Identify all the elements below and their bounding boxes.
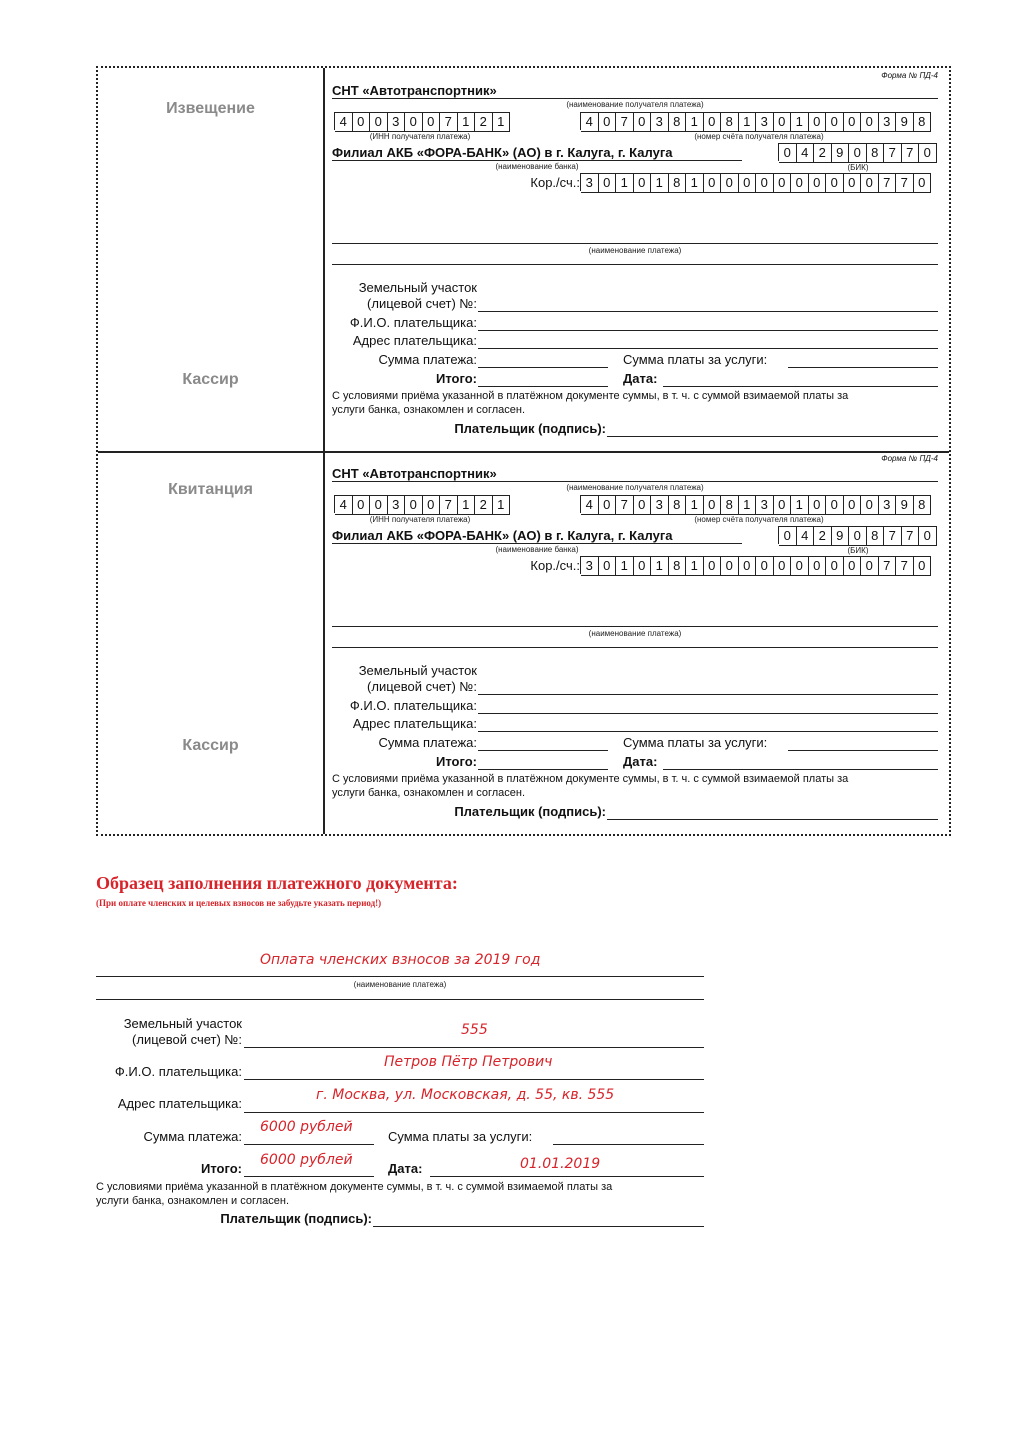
notice-date-line[interactable] <box>663 386 938 387</box>
digit-cell[interactable]: 0 <box>353 112 371 132</box>
sample-title: Образец заполнения платежного документа: <box>96 873 458 893</box>
digit-cell[interactable]: 0 <box>423 112 441 132</box>
digit-cell[interactable]: 1 <box>493 495 511 515</box>
digit-cell[interactable]: 7 <box>879 173 897 193</box>
digit-cell[interactable]: 0 <box>779 143 797 163</box>
digit-cell[interactable]: 7 <box>884 143 902 163</box>
receipt-corr-boxes[interactable] <box>580 556 931 574</box>
notice-signature-line[interactable] <box>607 436 938 437</box>
notice-address-line[interactable] <box>478 348 938 349</box>
digit-cell[interactable]: 1 <box>686 495 704 515</box>
digit-cell[interactable]: 0 <box>704 112 722 132</box>
digit-cell[interactable]: 2 <box>475 112 493 132</box>
digit-cell[interactable]: 1 <box>739 495 757 515</box>
notice-recipient-name: СНТ «Автотранспортник» <box>332 83 497 98</box>
sample-fio-label: Ф.И.О. плательщика: <box>114 1064 242 1079</box>
notice-total-line[interactable] <box>478 386 608 387</box>
sample-address-label: Адрес плательщика: <box>117 1096 242 1111</box>
digit-cell[interactable]: 9 <box>832 143 850 163</box>
receipt-address-label: Адрес плательщика: <box>352 716 477 731</box>
digit-cell[interactable]: 8 <box>721 495 739 515</box>
receipt-service-fee-line[interactable] <box>788 750 938 751</box>
notice-payment-line-1[interactable] <box>332 243 938 244</box>
notice-bik-caption: (БИК) <box>847 163 869 172</box>
receipt-bik-caption: (БИК) <box>847 546 869 555</box>
digit-cell[interactable]: 2 <box>475 495 493 515</box>
cashier-label-top: Кассир <box>182 371 239 388</box>
digit-cell[interactable]: 0 <box>599 112 617 132</box>
receipt-inn-caption: (ИНН получателя платежа) <box>369 515 471 524</box>
sample-sum: 6000 рублей <box>260 1119 353 1135</box>
notice-bik-boxes[interactable] <box>778 143 937 161</box>
digit-cell[interactable]: 4 <box>335 112 353 132</box>
digit-cell[interactable]: 3 <box>756 495 774 515</box>
digit-cell[interactable]: 7 <box>896 556 914 576</box>
sample-fio: Петров Пётр Петрович <box>384 1054 553 1070</box>
notice-signature-label: Плательщик (подпись): <box>454 421 606 436</box>
notice-bank-line <box>332 160 742 161</box>
digit-cell[interactable]: 9 <box>896 112 914 132</box>
sample-payment-name: Оплата членских взносов за 2019 год <box>260 952 541 968</box>
digit-cell[interactable]: 3 <box>388 495 406 515</box>
digit-cell[interactable]: 1 <box>651 173 669 193</box>
receipt-payment-line-2[interactable] <box>332 647 938 648</box>
digit-cell[interactable]: 0 <box>739 173 757 193</box>
sample-total-label: Итого: <box>201 1161 242 1176</box>
receipt-form-number: Форма № ПД-4 <box>881 454 938 463</box>
sample-fio-line[interactable] <box>244 1079 704 1080</box>
digit-cell[interactable]: 0 <box>721 173 739 193</box>
digit-cell[interactable]: 0 <box>849 526 867 546</box>
digit-cell[interactable]: 1 <box>493 112 511 132</box>
digit-cell[interactable]: 0 <box>861 112 879 132</box>
digit-cell[interactable]: 0 <box>826 556 844 576</box>
sample-payment-line-2 <box>96 999 704 1000</box>
digit-cell[interactable]: 4 <box>797 143 815 163</box>
digit-cell[interactable]: 7 <box>879 556 897 576</box>
receipt-corr-label: Кор./сч.: <box>530 558 580 573</box>
digit-cell[interactable]: 7 <box>616 112 634 132</box>
digit-cell[interactable]: 0 <box>599 173 617 193</box>
digit-cell[interactable]: 0 <box>721 556 739 576</box>
notice-terms <box>332 389 938 417</box>
digit-cell[interactable]: 0 <box>704 556 722 576</box>
digit-cell[interactable]: 0 <box>405 495 423 515</box>
digit-cell[interactable]: 0 <box>844 556 862 576</box>
digit-cell[interactable]: 0 <box>809 112 827 132</box>
digit-cell[interactable]: 0 <box>809 173 827 193</box>
receipt-recipient-line <box>332 481 938 482</box>
digit-cell[interactable]: 0 <box>844 495 862 515</box>
digit-cell[interactable]: 0 <box>756 556 774 576</box>
sample-plot-label-1: Земельный участок <box>123 1016 242 1031</box>
digit-cell[interactable]: 0 <box>353 495 371 515</box>
digit-cell[interactable]: 0 <box>861 495 879 515</box>
sample-service-fee-line[interactable] <box>553 1144 704 1145</box>
digit-cell[interactable]: 4 <box>797 526 815 546</box>
digit-cell[interactable]: 8 <box>669 556 687 576</box>
notice-plot-label-1: Земельный участок <box>358 280 477 295</box>
notice-date-label: Дата: <box>623 371 658 386</box>
digit-cell[interactable]: 0 <box>809 556 827 576</box>
digit-cell[interactable]: 0 <box>809 495 827 515</box>
receipt-bank-caption: (наименование банка) <box>495 545 579 554</box>
digit-cell[interactable]: 3 <box>651 112 669 132</box>
digit-cell[interactable]: 0 <box>405 112 423 132</box>
digit-cell[interactable]: 0 <box>779 526 797 546</box>
digit-cell[interactable]: 0 <box>844 112 862 132</box>
digit-cell[interactable]: 1 <box>616 556 634 576</box>
digit-cell[interactable]: 0 <box>919 143 937 163</box>
digit-cell[interactable]: 1 <box>686 112 704 132</box>
digit-cell[interactable]: 1 <box>651 556 669 576</box>
digit-cell[interactable]: 0 <box>791 556 809 576</box>
receipt-bank-line <box>332 543 742 544</box>
digit-cell[interactable]: 3 <box>581 173 599 193</box>
receipt-total-line[interactable] <box>478 769 608 770</box>
digit-cell[interactable]: 7 <box>440 112 458 132</box>
receipt-date-label: Дата: <box>623 754 658 769</box>
digit-cell[interactable]: 0 <box>774 112 792 132</box>
notice-sum-label: Сумма платежа: <box>378 352 477 367</box>
receipt-terms-line-1: С условиями приёма указанной в платёжном документе суммы, в т. ч. с суммой взимаемой платы за <box>332 773 849 785</box>
sample-payment-line-1 <box>96 976 704 977</box>
digit-cell[interactable]: 8 <box>914 112 932 132</box>
digit-cell[interactable]: 1 <box>739 112 757 132</box>
digit-cell[interactable]: 0 <box>704 495 722 515</box>
digit-cell[interactable]: 8 <box>721 112 739 132</box>
digit-cell[interactable]: 0 <box>704 173 722 193</box>
digit-cell[interactable]: 0 <box>774 556 792 576</box>
receipt-label: Квитанция <box>168 481 253 498</box>
digit-cell[interactable]: 8 <box>669 495 687 515</box>
digit-cell[interactable]: 0 <box>826 173 844 193</box>
sample-plot-number: 555 <box>461 1022 488 1038</box>
receipt-fio-label: Ф.И.О. плательщика: <box>349 698 477 713</box>
sample-terms-line-2: услуги банка, ознакомлен и согласен. <box>96 1195 290 1207</box>
receipt-signature-line[interactable] <box>607 819 938 820</box>
notice-service-fee-line[interactable] <box>788 367 938 368</box>
notice-recipient-caption: (наименование получателя платежа) <box>566 100 704 109</box>
digit-cell[interactable]: 0 <box>914 173 932 193</box>
notice-sum-line[interactable] <box>478 367 608 368</box>
sample-date-label: Дата: <box>388 1161 423 1176</box>
receipt-account-caption: (номер счёта получателя платежа) <box>694 515 824 524</box>
digit-cell[interactable]: 0 <box>634 495 652 515</box>
notice-fio-line[interactable] <box>478 330 938 331</box>
sample-service-fee-label: Сумма платы за услуги: <box>388 1129 533 1144</box>
notice-address-label: Адрес плательщика: <box>352 333 477 348</box>
digit-cell[interactable]: 0 <box>423 495 441 515</box>
horizontal-divider <box>98 451 949 453</box>
receipt-recipient-name: СНТ «Автотранспортник» <box>332 466 497 481</box>
digit-cell[interactable]: 0 <box>826 112 844 132</box>
digit-cell[interactable]: 3 <box>581 556 599 576</box>
digit-cell[interactable]: 3 <box>879 495 897 515</box>
digit-cell[interactable]: 8 <box>867 143 885 163</box>
digit-cell[interactable]: 1 <box>458 495 476 515</box>
notice-plot-label-2: (лицевой счет) №: <box>367 296 477 311</box>
digit-cell[interactable]: 3 <box>651 495 669 515</box>
digit-cell[interactable]: 3 <box>388 112 406 132</box>
receipt-payment-caption: (наименование платежа) <box>588 629 682 638</box>
receipt-signature-label: Плательщик (подпись): <box>454 804 606 819</box>
digit-cell[interactable]: 0 <box>844 173 862 193</box>
receipt-recipient-caption: (наименование получателя платежа) <box>566 483 704 492</box>
digit-cell[interactable]: 0 <box>634 173 652 193</box>
receipt-plot-label-1: Земельный участок <box>358 663 477 678</box>
notice-inn-boxes[interactable] <box>334 112 510 130</box>
notice-bank-caption: (наименование банка) <box>495 162 579 171</box>
receipt-address-line[interactable] <box>478 731 938 732</box>
sample-total: 6000 рублей <box>260 1152 353 1168</box>
digit-cell[interactable]: 1 <box>458 112 476 132</box>
sample-sum-line[interactable] <box>244 1144 374 1145</box>
sample-subtitle: (При оплате членских и целевых взносов не забудьте указать период!) <box>96 898 382 908</box>
receipt-terms <box>332 772 938 800</box>
digit-cell[interactable]: 1 <box>686 173 704 193</box>
sample-terms <box>96 1180 704 1208</box>
notice-service-fee-label: Сумма платы за услуги: <box>623 352 768 367</box>
digit-cell[interactable]: 7 <box>902 526 920 546</box>
digit-cell[interactable]: 0 <box>861 173 879 193</box>
sample-date-line[interactable] <box>430 1176 704 1177</box>
digit-cell[interactable]: 3 <box>879 112 897 132</box>
digit-cell[interactable]: 8 <box>669 112 687 132</box>
notice-corr-boxes[interactable] <box>580 173 931 191</box>
digit-cell[interactable]: 9 <box>832 526 850 546</box>
notice-account-boxes[interactable] <box>580 112 931 130</box>
receipt-payment-line-1[interactable] <box>332 626 938 627</box>
digit-cell[interactable]: 4 <box>581 495 599 515</box>
digit-cell[interactable]: 0 <box>599 556 617 576</box>
digit-cell[interactable]: 0 <box>919 526 937 546</box>
sample-signature-label: Плательщик (подпись): <box>220 1211 372 1226</box>
notice-fio-label: Ф.И.О. плательщика: <box>349 315 477 330</box>
receipt-bik-boxes[interactable] <box>778 526 937 544</box>
receipt-total-label: Итого: <box>436 754 477 769</box>
digit-cell[interactable]: 0 <box>849 143 867 163</box>
receipt-sum-label: Сумма платежа: <box>378 735 477 750</box>
notice-corr-label: Кор./сч.: <box>530 175 580 190</box>
digit-cell[interactable]: 7 <box>440 495 458 515</box>
digit-cell[interactable]: 3 <box>756 112 774 132</box>
digit-cell[interactable]: 0 <box>599 495 617 515</box>
digit-cell[interactable]: 7 <box>896 173 914 193</box>
receipt-fio-line[interactable] <box>478 713 938 714</box>
digit-cell[interactable]: 2 <box>814 143 832 163</box>
notice-terms-line-1: С условиями приёма указанной в платёжном документе суммы, в т. ч. с суммой взимаемой платы за <box>332 390 849 402</box>
notice-form-number: Форма № ПД-4 <box>881 71 938 80</box>
receipt-bank-name: Филиал АКБ «ФОРА-БАНК» (АО) в г. Калуга, г. Калуга <box>332 528 673 543</box>
digit-cell[interactable]: 0 <box>774 495 792 515</box>
digit-cell[interactable]: 0 <box>634 112 652 132</box>
sample-address: г. Москва, ул. Московская, д. 55, кв. 555 <box>316 1087 615 1103</box>
digit-cell[interactable]: 8 <box>669 173 687 193</box>
sample-payment-caption: (наименование платежа) <box>353 980 447 989</box>
notice-account-caption: (номер счёта получателя платежа) <box>694 132 824 141</box>
sample-signature-line[interactable] <box>373 1226 704 1227</box>
digit-cell[interactable]: 9 <box>896 495 914 515</box>
notice-inn-caption: (ИНН получателя платежа) <box>369 132 471 141</box>
digit-cell[interactable]: 0 <box>914 556 932 576</box>
digit-cell[interactable]: 0 <box>774 173 792 193</box>
digit-cell[interactable]: 0 <box>370 112 388 132</box>
notice-payment-caption: (наименование платежа) <box>588 246 682 255</box>
sample-date: 01.01.2019 <box>520 1156 601 1172</box>
receipt-plot-line[interactable] <box>478 694 938 695</box>
digit-cell[interactable]: 0 <box>370 495 388 515</box>
receipt-account-boxes[interactable] <box>580 495 931 513</box>
notice-recipient-line <box>332 98 938 99</box>
cashier-label-bottom: Кассир <box>182 737 239 754</box>
receipt-sum-line[interactable] <box>478 750 608 751</box>
sample-terms-line-1: С условиями приёма указанной в платёжном документе суммы, в т. ч. с суммой взимаемой платы за <box>96 1181 613 1193</box>
digit-cell[interactable]: 0 <box>634 556 652 576</box>
receipt-terms-line-2: услуги банка, ознакомлен и согласен. <box>332 787 526 799</box>
digit-cell[interactable]: 0 <box>861 556 879 576</box>
digit-cell[interactable]: 0 <box>791 173 809 193</box>
notice-label: Извещение <box>166 100 255 117</box>
receipt-plot-label-2: (лицевой счет) №: <box>367 679 477 694</box>
digit-cell[interactable]: 0 <box>756 173 774 193</box>
sample-sum-label: Сумма платежа: <box>143 1129 242 1144</box>
receipt-inn-boxes[interactable] <box>334 495 510 513</box>
digit-cell[interactable]: 8 <box>867 526 885 546</box>
sample-plot-label-2: (лицевой счет) №: <box>132 1032 242 1047</box>
receipt-date-line[interactable] <box>663 769 938 770</box>
sample-total-line[interactable] <box>244 1176 374 1177</box>
digit-cell[interactable]: 1 <box>791 495 809 515</box>
digit-cell[interactable]: 4 <box>335 495 353 515</box>
notice-plot-line[interactable] <box>478 311 938 312</box>
notice-terms-line-2: услуги банка, ознакомлен и согласен. <box>332 404 526 416</box>
digit-cell[interactable]: 1 <box>686 556 704 576</box>
digit-cell[interactable]: 2 <box>814 526 832 546</box>
digit-cell[interactable]: 1 <box>616 173 634 193</box>
notice-bank-name: Филиал АКБ «ФОРА-БАНК» (АО) в г. Калуга, г. Калуга <box>332 145 673 160</box>
receipt-service-fee-label: Сумма платы за услуги: <box>623 735 768 750</box>
digit-cell[interactable]: 0 <box>739 556 757 576</box>
notice-total-label: Итого: <box>436 371 477 386</box>
sample-address-line[interactable] <box>244 1112 704 1113</box>
digit-cell[interactable]: 1 <box>791 112 809 132</box>
sample-plot-line[interactable] <box>244 1047 704 1048</box>
digit-cell[interactable]: 0 <box>826 495 844 515</box>
digit-cell[interactable]: 7 <box>884 526 902 546</box>
digit-cell[interactable]: 7 <box>902 143 920 163</box>
digit-cell[interactable]: 4 <box>581 112 599 132</box>
digit-cell[interactable]: 8 <box>914 495 932 515</box>
notice-payment-line-2[interactable] <box>332 264 938 265</box>
digit-cell[interactable]: 7 <box>616 495 634 515</box>
